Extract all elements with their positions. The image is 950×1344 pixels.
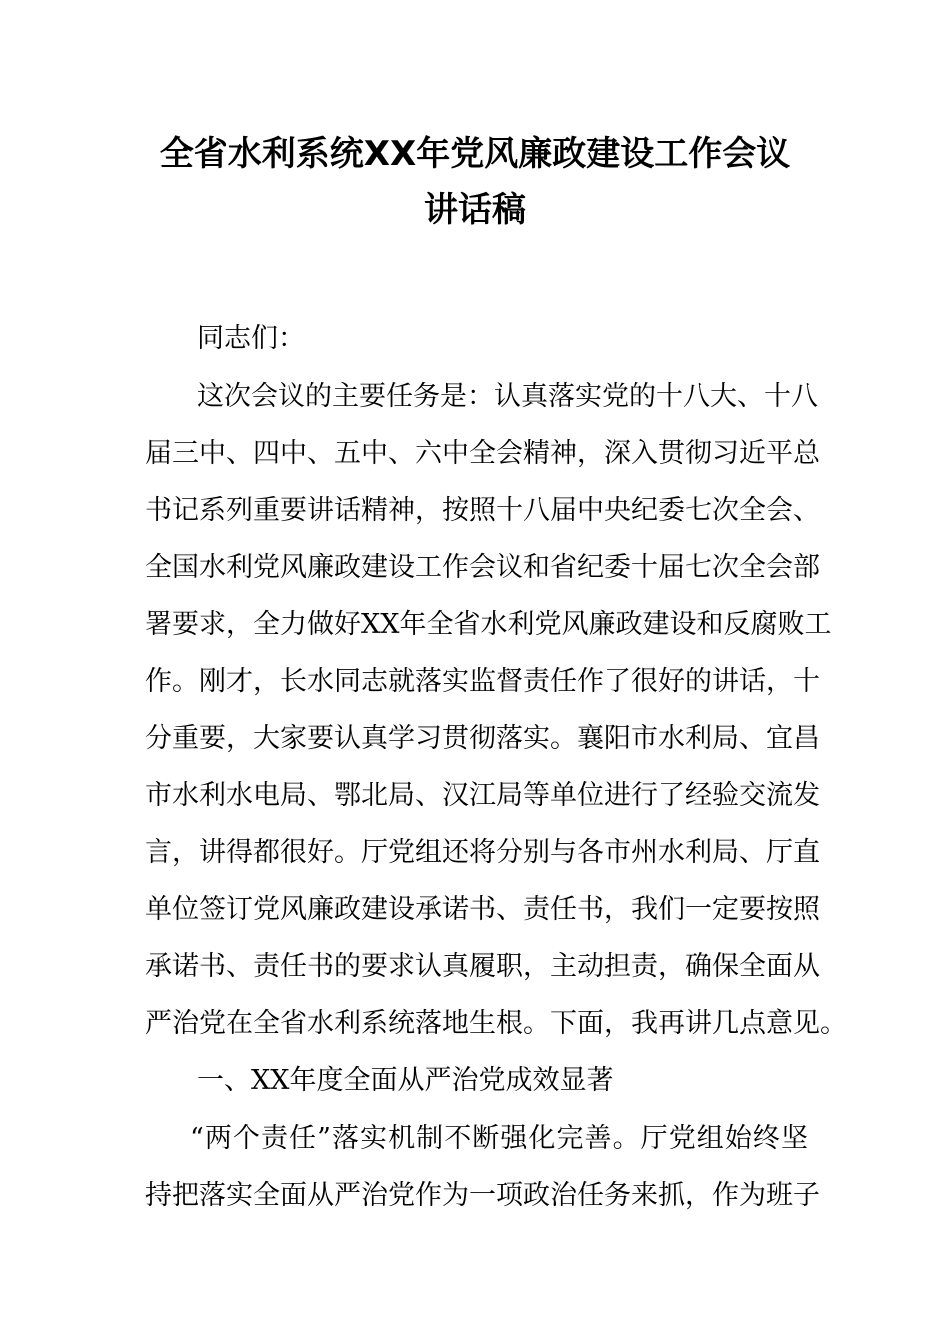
paragraph-line: 作。刚才，长水同志就落实监督责任作了很好的讲话，十: [145, 666, 820, 697]
paragraph-line: 分重要，大家要认真学习贯彻落实。襄阳市水利局、宜昌: [145, 723, 820, 754]
paragraph-line: “两个责任”落实机制不断强化完善。厅党组始终坚: [190, 1123, 808, 1154]
paragraph-line: 单位签订党风廉政建设承诺书、责任书，我们一定要按照: [145, 894, 820, 925]
paragraph-line: 严治党在全省水利系统落地生根。下面，我再讲几点意见。: [145, 1008, 847, 1039]
document-title-line-2: 讲话稿: [424, 190, 526, 230]
paragraph-line: 持把落实全面从严治党作为一项政治任务来抓，作为班子: [145, 1180, 820, 1211]
paragraph-line: 署要求，全力做好XX年全省水利党风廉政建设和反腐败工: [145, 609, 832, 640]
paragraph-line: 市水利水电局、鄂北局、汉江局等单位进行了经验交流发: [145, 780, 820, 811]
paragraph-line: 全国水利党风廉政建设工作会议和省纪委十届七次全会部: [145, 552, 820, 583]
section-heading: 一、XX年度全面从严治党成效显著: [197, 1065, 614, 1096]
paragraph-line: 言，讲得都很好。厅党组还将分别与各市州水利局、厅直: [145, 837, 820, 868]
paragraph-line: 这次会议的主要任务是：认真落实党的十八大、十八: [197, 381, 818, 412]
document-title-line-1: 全省水利系统XX年党风廉政建设工作会议: [159, 134, 791, 174]
salutation: 同志们：: [197, 323, 305, 354]
paragraph-line: 承诺书、责任书的要求认真履职，主动担责，确保全面从: [145, 951, 820, 982]
paragraph-line: 书记系列重要讲话精神，按照十八届中央纪委七次全会、: [145, 495, 820, 526]
paragraph-line: 届三中、四中、五中、六中全会精神，深入贯彻习近平总: [145, 438, 820, 469]
